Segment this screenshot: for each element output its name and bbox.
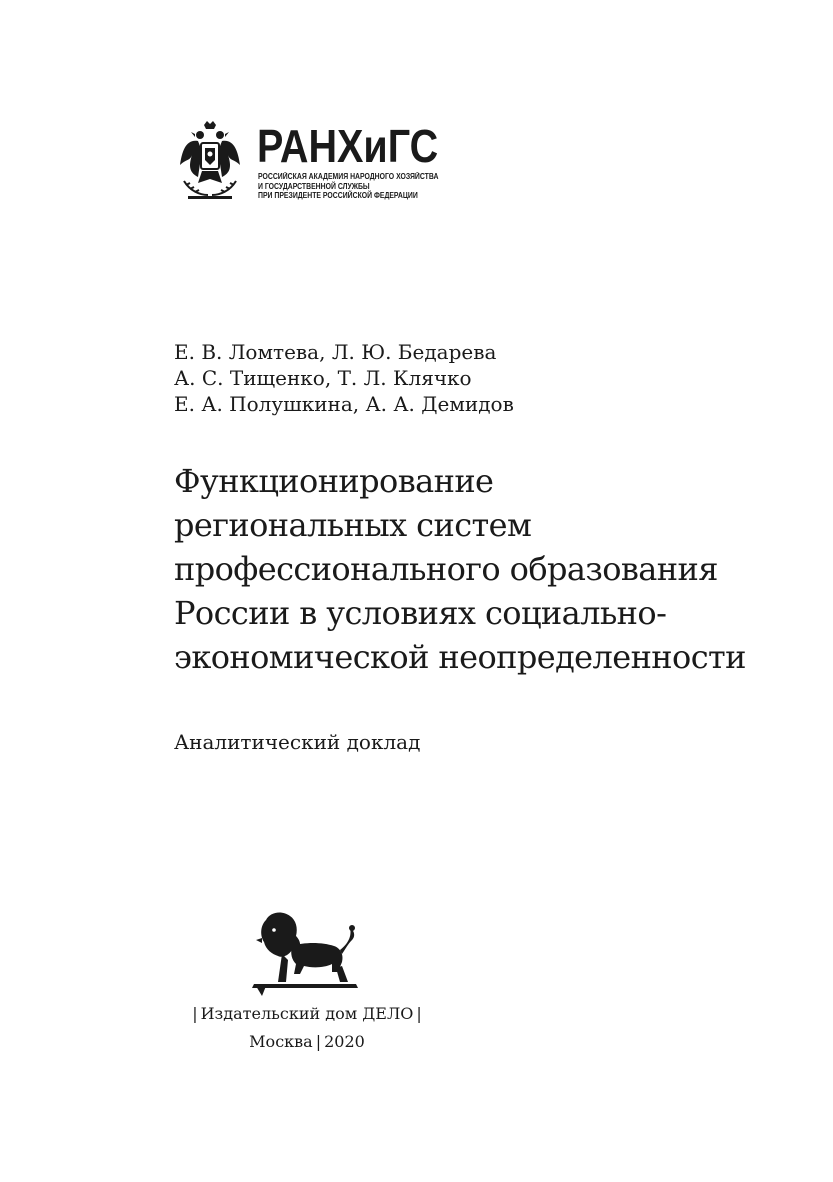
title-line: региональных систем <box>174 506 532 544</box>
separator-bar: | <box>315 1032 322 1051</box>
author-line: Е. А. Полушкина, А. А. Демидов <box>174 392 514 416</box>
separator-bar: | <box>416 1004 422 1023</box>
title-line: России в условиях социально- <box>174 594 667 632</box>
publisher-line <box>7 1004 607 1024</box>
title-line: экономической неопределенности <box>174 638 746 676</box>
imprint-line <box>7 1032 607 1052</box>
logo-wordmark: РАНХиГС <box>257 120 439 172</box>
title-line: профессионального образования <box>174 550 718 588</box>
logo-subtitle-line: И ГОСУДАРСТВЕННОЙ СЛУЖБЫ <box>258 181 370 191</box>
publisher-name: Издательский дом ДЕЛО <box>200 1004 414 1023</box>
logo-subtitle-line: ПРИ ПРЕЗИДЕНТЕ РОССИЙСКОЙ ФЕДЕРАЦИИ <box>258 191 418 200</box>
logo-subtitle-line: РОССИЙСКАЯ АКАДЕМИЯ НАРОДНОГО ХОЗЯЙСТВА <box>258 172 439 181</box>
title-line: Функционирование <box>174 462 494 500</box>
document-type: Аналитический доклад <box>174 730 421 754</box>
publication-city: Москва <box>249 1032 313 1051</box>
author-line: Е. В. Ломтева, Л. Ю. Бедарева <box>174 340 497 364</box>
author-line: А. С. Тищенко, Т. Л. Клячко <box>174 366 472 390</box>
publication-year: 2020 <box>324 1032 365 1051</box>
separator-bar: | <box>192 1004 198 1023</box>
publisher-block <box>7 0 607 1182</box>
